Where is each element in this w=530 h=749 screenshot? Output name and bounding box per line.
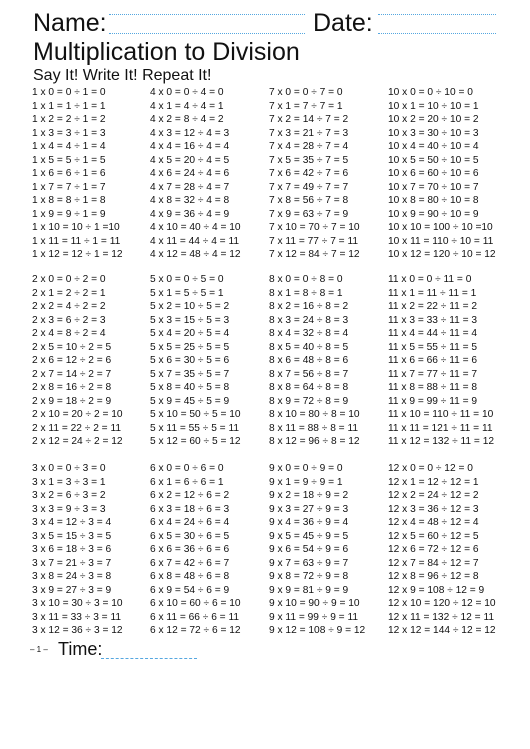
- fact-line: 11 x 2 = 22 ÷ 11 = 2: [388, 301, 478, 312]
- fact-line: 9 x 8 = 72 ÷ 9 = 8: [269, 571, 349, 582]
- fact-line: 1 x 1 = 1 ÷ 1 = 1: [32, 100, 106, 112]
- fact-line: 10 x 3 = 30 ÷ 10 = 3: [388, 127, 479, 139]
- fact-line: 11 x 1 = 11 ÷ 11 = 1: [388, 287, 477, 299]
- fact-line: 8 x 9 = 72 ÷ 8 = 9: [269, 395, 349, 407]
- fact-line: 9 x 10 = 90 ÷ 9 = 10: [269, 598, 360, 609]
- fact-line: 10 x 1 = 10 ÷ 10 = 1: [388, 100, 479, 112]
- fact-line: 6 x 0 = 0 ÷ 6 = 0: [150, 463, 224, 474]
- fact-line: 11 x 7 = 77 ÷ 11 = 7: [388, 368, 478, 380]
- fact-line: 8 x 5 = 40 ÷ 8 = 5: [269, 341, 349, 353]
- fact-line: 10 x 4 = 40 ÷ 10 = 4: [388, 141, 479, 152]
- fact-line: 2 x 10 = 20 ÷ 2 = 10: [32, 409, 123, 420]
- name-line-top[interactable]: [109, 14, 305, 15]
- fact-line: 3 x 4 = 12 ÷ 3 = 4: [32, 517, 112, 528]
- fact-line: 6 x 7 = 42 ÷ 6 = 7: [150, 557, 230, 569]
- fact-line: 9 x 1 = 9 ÷ 9 = 1: [269, 476, 343, 488]
- fact-line: 2 x 0 = 0 ÷ 2 = 0: [32, 274, 106, 285]
- fact-column: [32, 273, 123, 449]
- fact-line: 2 x 9 = 18 ÷ 2 = 9: [32, 395, 112, 407]
- fact-line: 11 x 6 = 66 ÷ 11 = 6: [388, 355, 478, 366]
- fact-line: 10 x 8 = 80 ÷ 10 = 8: [388, 195, 479, 206]
- fact-line: 9 x 3 = 27 ÷ 9 = 3: [269, 503, 349, 515]
- fact-line: 7 x 5 = 35 ÷ 7 = 5: [269, 154, 349, 166]
- fact-line: 2 x 5 = 10 ÷ 2 = 5: [32, 341, 112, 353]
- fact-line: 12 x 9 = 108 ÷ 12 = 9: [388, 584, 485, 596]
- fact-line: 3 x 7 = 21 ÷ 3 = 7: [32, 557, 112, 569]
- fact-line: 12 x 4 = 48 ÷ 12 = 4: [388, 517, 479, 528]
- fact-line: 9 x 6 = 54 ÷ 9 = 6: [269, 544, 349, 555]
- fact-line: 6 x 11 = 66 ÷ 6 = 11: [150, 611, 240, 623]
- fact-line: 6 x 4 = 24 ÷ 6 = 4: [150, 517, 230, 528]
- fact-line: 3 x 6 = 18 ÷ 3 = 6: [32, 544, 112, 555]
- fact-line: 11 x 8 = 88 ÷ 11 = 8: [388, 382, 478, 393]
- fact-line: 8 x 12 = 96 ÷ 8 = 12: [269, 436, 360, 447]
- fact-line: 2 x 7 = 14 ÷ 2 = 7: [32, 368, 112, 380]
- fact-line: 4 x 4 = 16 ÷ 4 = 4: [150, 141, 230, 152]
- fact-line: 7 x 6 = 42 ÷ 7 = 6: [269, 168, 349, 179]
- fact-line: 5 x 0 = 0 ÷ 5 = 0: [150, 274, 224, 285]
- fact-column: [150, 273, 241, 449]
- fact-line: 1 x 5 = 5 ÷ 1 = 5: [32, 154, 106, 166]
- fact-line: 1 x 2 = 2 ÷ 1 = 2: [32, 114, 106, 125]
- fact-line: 11 x 0 = 0 ÷ 11 = 0: [388, 274, 472, 285]
- fact-line: 1 x 9 = 9 ÷ 1 = 9: [32, 208, 106, 220]
- fact-line: 6 x 10 = 60 ÷ 6 = 10: [150, 598, 241, 609]
- fact-line: 8 x 3 = 24 ÷ 8 = 3: [269, 314, 349, 326]
- fact-line: 10 x 7 = 70 ÷ 10 = 7: [388, 181, 479, 193]
- fact-line: 5 x 7 = 35 ÷ 5 = 7: [150, 368, 230, 380]
- fact-line: 12 x 2 = 24 ÷ 12 = 2: [388, 490, 479, 501]
- fact-line: 2 x 2 = 4 ÷ 2 = 2: [32, 301, 106, 312]
- fact-line: 4 x 5 = 20 ÷ 4 = 5: [150, 154, 230, 166]
- fact-line: 5 x 1 = 5 ÷ 5 = 1: [150, 287, 224, 299]
- fact-line: 11 x 9 = 99 ÷ 11 = 9: [388, 395, 478, 407]
- fact-line: 11 x 10 = 110 ÷ 11 = 10: [388, 409, 494, 420]
- fact-line: 7 x 8 = 56 ÷ 7 = 8: [269, 195, 349, 206]
- fact-column: [388, 273, 494, 449]
- fact-line: 7 x 2 = 14 ÷ 7 = 2: [269, 114, 349, 125]
- fact-line: 8 x 11 = 88 ÷ 8 = 11: [269, 422, 359, 434]
- fact-line: 7 x 11 = 77 ÷ 7 = 11: [269, 235, 359, 247]
- fact-line: 2 x 1 = 2 ÷ 2 = 1: [32, 287, 106, 299]
- fact-line: 10 x 6 = 60 ÷ 10 = 6: [388, 168, 479, 179]
- fact-line: 2 x 11 = 22 ÷ 2 = 11: [32, 422, 122, 434]
- fact-line: 2 x 3 = 6 ÷ 2 = 3: [32, 314, 106, 326]
- fact-line: 10 x 11 = 110 ÷ 10 = 11: [388, 235, 494, 247]
- fact-line: 5 x 4 = 20 ÷ 5 = 4: [150, 328, 230, 339]
- fact-line: 1 x 0 = 0 ÷ 1 = 0: [32, 87, 106, 98]
- fact-line: 11 x 12 = 132 ÷ 11 = 12: [388, 436, 495, 447]
- fact-line: 5 x 2 = 10 ÷ 5 = 2: [150, 301, 230, 312]
- fact-column: [269, 462, 365, 638]
- fact-line: 12 x 8 = 96 ÷ 12 = 8: [388, 571, 479, 582]
- fact-line: 3 x 3 = 9 ÷ 3 = 3: [32, 503, 106, 515]
- fact-line: 4 x 3 = 12 ÷ 4 = 3: [150, 127, 230, 139]
- date-line-bottom[interactable]: [378, 33, 496, 34]
- fact-line: 2 x 12 = 24 ÷ 2 = 12: [32, 436, 123, 447]
- fact-line: 12 x 11 = 132 ÷ 12 = 11: [388, 611, 495, 623]
- fact-line: 9 x 2 = 18 ÷ 9 = 2: [269, 490, 349, 501]
- date-label: Date:: [313, 9, 373, 37]
- fact-line: 5 x 9 = 45 ÷ 5 = 9: [150, 395, 230, 407]
- page-number: – 1 –: [30, 645, 48, 654]
- fact-line: 12 x 1 = 12 ÷ 12 = 1: [388, 476, 479, 488]
- fact-line: 12 x 6 = 72 ÷ 12 = 6: [388, 544, 479, 555]
- fact-column: [32, 462, 123, 638]
- fact-line: 3 x 0 = 0 ÷ 3 = 0: [32, 463, 106, 474]
- fact-line: 7 x 0 = 0 ÷ 7 = 0: [269, 87, 343, 98]
- fact-line: 11 x 3 = 33 ÷ 11 = 3: [388, 314, 478, 326]
- fact-line: 1 x 8 = 8 ÷ 1 = 8: [32, 195, 106, 206]
- fact-line: 4 x 1 = 4 ÷ 4 = 1: [150, 100, 224, 112]
- fact-line: 5 x 3 = 15 ÷ 5 = 3: [150, 314, 230, 326]
- fact-line: 9 x 12 = 108 ÷ 9 = 12: [269, 625, 366, 636]
- fact-line: 12 x 0 = 0 ÷ 12 = 0: [388, 463, 473, 474]
- fact-line: 6 x 2 = 12 ÷ 6 = 2: [150, 490, 230, 501]
- fact-line: 6 x 9 = 54 ÷ 6 = 9: [150, 584, 230, 596]
- fact-line: 4 x 0 = 0 ÷ 4 = 0: [150, 87, 224, 98]
- fact-column: [32, 86, 123, 262]
- fact-line: 4 x 2 = 8 ÷ 4 = 2: [150, 114, 224, 125]
- fact-line: 1 x 7 = 7 ÷ 1 = 7: [32, 181, 106, 193]
- fact-column: [269, 273, 360, 449]
- fact-line: 7 x 7 = 49 ÷ 7 = 7: [269, 181, 349, 193]
- fact-line: 3 x 10 = 30 ÷ 3 = 10: [32, 598, 123, 609]
- fact-line: 12 x 5 = 60 ÷ 12 = 5: [388, 530, 479, 542]
- fact-line: 6 x 5 = 30 ÷ 6 = 5: [150, 530, 230, 542]
- fact-line: 5 x 12 = 60 ÷ 5 = 12: [150, 436, 241, 447]
- fact-line: 4 x 9 = 36 ÷ 4 = 9: [150, 208, 230, 220]
- fact-line: 7 x 4 = 28 ÷ 7 = 4: [269, 141, 349, 152]
- page-title: Multiplication to Division: [33, 38, 300, 66]
- fact-line: 8 x 4 = 32 ÷ 8 = 4: [269, 328, 349, 339]
- fact-line: 12 x 7 = 84 ÷ 12 = 7: [388, 557, 479, 569]
- fact-line: 6 x 8 = 48 ÷ 6 = 8: [150, 571, 230, 582]
- fact-line: 10 x 2 = 20 ÷ 10 = 2: [388, 114, 479, 125]
- fact-line: 3 x 8 = 24 ÷ 3 = 8: [32, 571, 112, 582]
- fact-line: 7 x 9 = 63 ÷ 7 = 9: [269, 208, 349, 220]
- fact-line: 12 x 10 = 120 ÷ 12 = 10: [388, 598, 496, 609]
- fact-line: 11 x 4 = 44 ÷ 11 = 4: [388, 328, 478, 339]
- time-label: Time:: [58, 639, 103, 659]
- fact-line: 8 x 8 = 64 ÷ 8 = 8: [269, 382, 349, 393]
- fact-line: 9 x 5 = 45 ÷ 9 = 5: [269, 530, 349, 542]
- name-line-bottom[interactable]: [109, 33, 305, 34]
- fact-line: 3 x 2 = 6 ÷ 3 = 2: [32, 490, 106, 501]
- fact-line: 8 x 10 = 80 ÷ 8 = 10: [269, 409, 360, 420]
- fact-line: 5 x 8 = 40 ÷ 5 = 8: [150, 382, 230, 393]
- fact-line: 2 x 8 = 16 ÷ 2 = 8: [32, 382, 112, 393]
- fact-line: 8 x 2 = 16 ÷ 8 = 2: [269, 301, 349, 312]
- fact-line: 4 x 12 = 48 ÷ 4 = 12: [150, 249, 241, 260]
- fact-line: 8 x 1 = 8 ÷ 8 = 1: [269, 287, 343, 299]
- fact-line: 3 x 9 = 27 ÷ 3 = 9: [32, 584, 112, 596]
- fact-line: 2 x 4 = 8 ÷ 2 = 4: [32, 328, 106, 339]
- fact-line: 1 x 11 = 11 ÷ 1 = 11: [32, 235, 121, 247]
- fact-line: 5 x 11 = 55 ÷ 5 = 11: [150, 422, 240, 434]
- fact-line: 8 x 7 = 56 ÷ 8 = 7: [269, 368, 349, 380]
- fact-line: 8 x 6 = 48 ÷ 8 = 6: [269, 355, 349, 366]
- fact-line: 4 x 8 = 32 ÷ 4 = 8: [150, 195, 230, 206]
- fact-line: 1 x 10 = 10 ÷ 1 =10: [32, 222, 120, 233]
- fact-line: 1 x 3 = 3 ÷ 1 = 3: [32, 127, 106, 139]
- fact-line: 10 x 5 = 50 ÷ 10 = 5: [388, 154, 479, 166]
- fact-line: 3 x 1 = 3 ÷ 3 = 1: [32, 476, 106, 488]
- fact-line: 6 x 1 = 6 ÷ 6 = 1: [150, 476, 224, 488]
- fact-line: 9 x 11 = 99 ÷ 9 = 11: [269, 611, 359, 623]
- fact-line: 12 x 3 = 36 ÷ 12 = 3: [388, 503, 479, 515]
- fact-line: 1 x 4 = 4 ÷ 1 = 4: [32, 141, 106, 152]
- fact-line: 7 x 3 = 21 ÷ 7 = 3: [269, 127, 349, 139]
- name-label: Name:: [33, 9, 107, 37]
- fact-line: 6 x 6 = 36 ÷ 6 = 6: [150, 544, 230, 555]
- fact-line: 7 x 12 = 84 ÷ 7 = 12: [269, 249, 360, 260]
- fact-line: 9 x 7 = 63 ÷ 9 = 7: [269, 557, 349, 569]
- fact-line: 11 x 5 = 55 ÷ 11 = 5: [388, 341, 478, 353]
- time-line[interactable]: [101, 658, 197, 659]
- fact-column: [388, 462, 496, 638]
- fact-line: 12 x 12 = 144 ÷ 12 = 12: [388, 625, 496, 636]
- fact-line: 9 x 4 = 36 ÷ 9 = 4: [269, 517, 349, 528]
- fact-line: 3 x 12 = 36 ÷ 3 = 12: [32, 625, 123, 636]
- fact-line: 3 x 5 = 15 ÷ 3 = 5: [32, 530, 112, 542]
- fact-line: 5 x 5 = 25 ÷ 5 = 5: [150, 341, 230, 353]
- fact-column: [150, 86, 241, 262]
- fact-line: 10 x 9 = 90 ÷ 10 = 9: [388, 208, 479, 220]
- fact-line: 5 x 6 = 30 ÷ 5 = 6: [150, 355, 230, 366]
- fact-line: 4 x 7 = 28 ÷ 4 = 7: [150, 181, 230, 193]
- fact-line: 5 x 10 = 50 ÷ 5 = 10: [150, 409, 241, 420]
- fact-line: 4 x 11 = 44 ÷ 4 = 11: [150, 235, 240, 247]
- fact-line: 4 x 10 = 40 ÷ 4 = 10: [150, 222, 241, 233]
- fact-line: 10 x 0 = 0 ÷ 10 = 0: [388, 87, 473, 98]
- fact-line: 6 x 3 = 18 ÷ 6 = 3: [150, 503, 230, 515]
- fact-line: 10 x 10 = 100 ÷ 10 =10: [388, 222, 493, 233]
- page-subtitle: Say It! Write It! Repeat It!: [33, 67, 212, 84]
- fact-column: [388, 86, 496, 262]
- fact-line: 9 x 9 = 81 ÷ 9 = 9: [269, 584, 349, 596]
- fact-line: 9 x 0 = 0 ÷ 9 = 0: [269, 463, 343, 474]
- fact-line: 1 x 12 = 12 ÷ 1 = 12: [32, 249, 123, 260]
- fact-line: 10 x 12 = 120 ÷ 10 = 12: [388, 249, 496, 260]
- fact-line: 1 x 6 = 6 ÷ 1 = 6: [32, 168, 106, 179]
- fact-line: 11 x 11 = 121 ÷ 11 = 11: [388, 422, 493, 434]
- date-line-top[interactable]: [378, 14, 496, 15]
- header: [33, 6, 503, 40]
- fact-line: 7 x 10 = 70 ÷ 7 = 10: [269, 222, 360, 233]
- fact-line: 7 x 1 = 7 ÷ 7 = 1: [269, 100, 343, 112]
- fact-line: 3 x 11 = 33 ÷ 3 = 11: [32, 611, 122, 623]
- fact-line: 4 x 6 = 24 ÷ 4 = 6: [150, 168, 230, 179]
- fact-line: 2 x 6 = 12 ÷ 2 = 6: [32, 355, 112, 366]
- fact-line: 6 x 12 = 72 ÷ 6 = 12: [150, 625, 241, 636]
- fact-column: [150, 462, 241, 638]
- fact-column: [269, 86, 360, 262]
- fact-line: 8 x 0 = 0 ÷ 8 = 0: [269, 274, 343, 285]
